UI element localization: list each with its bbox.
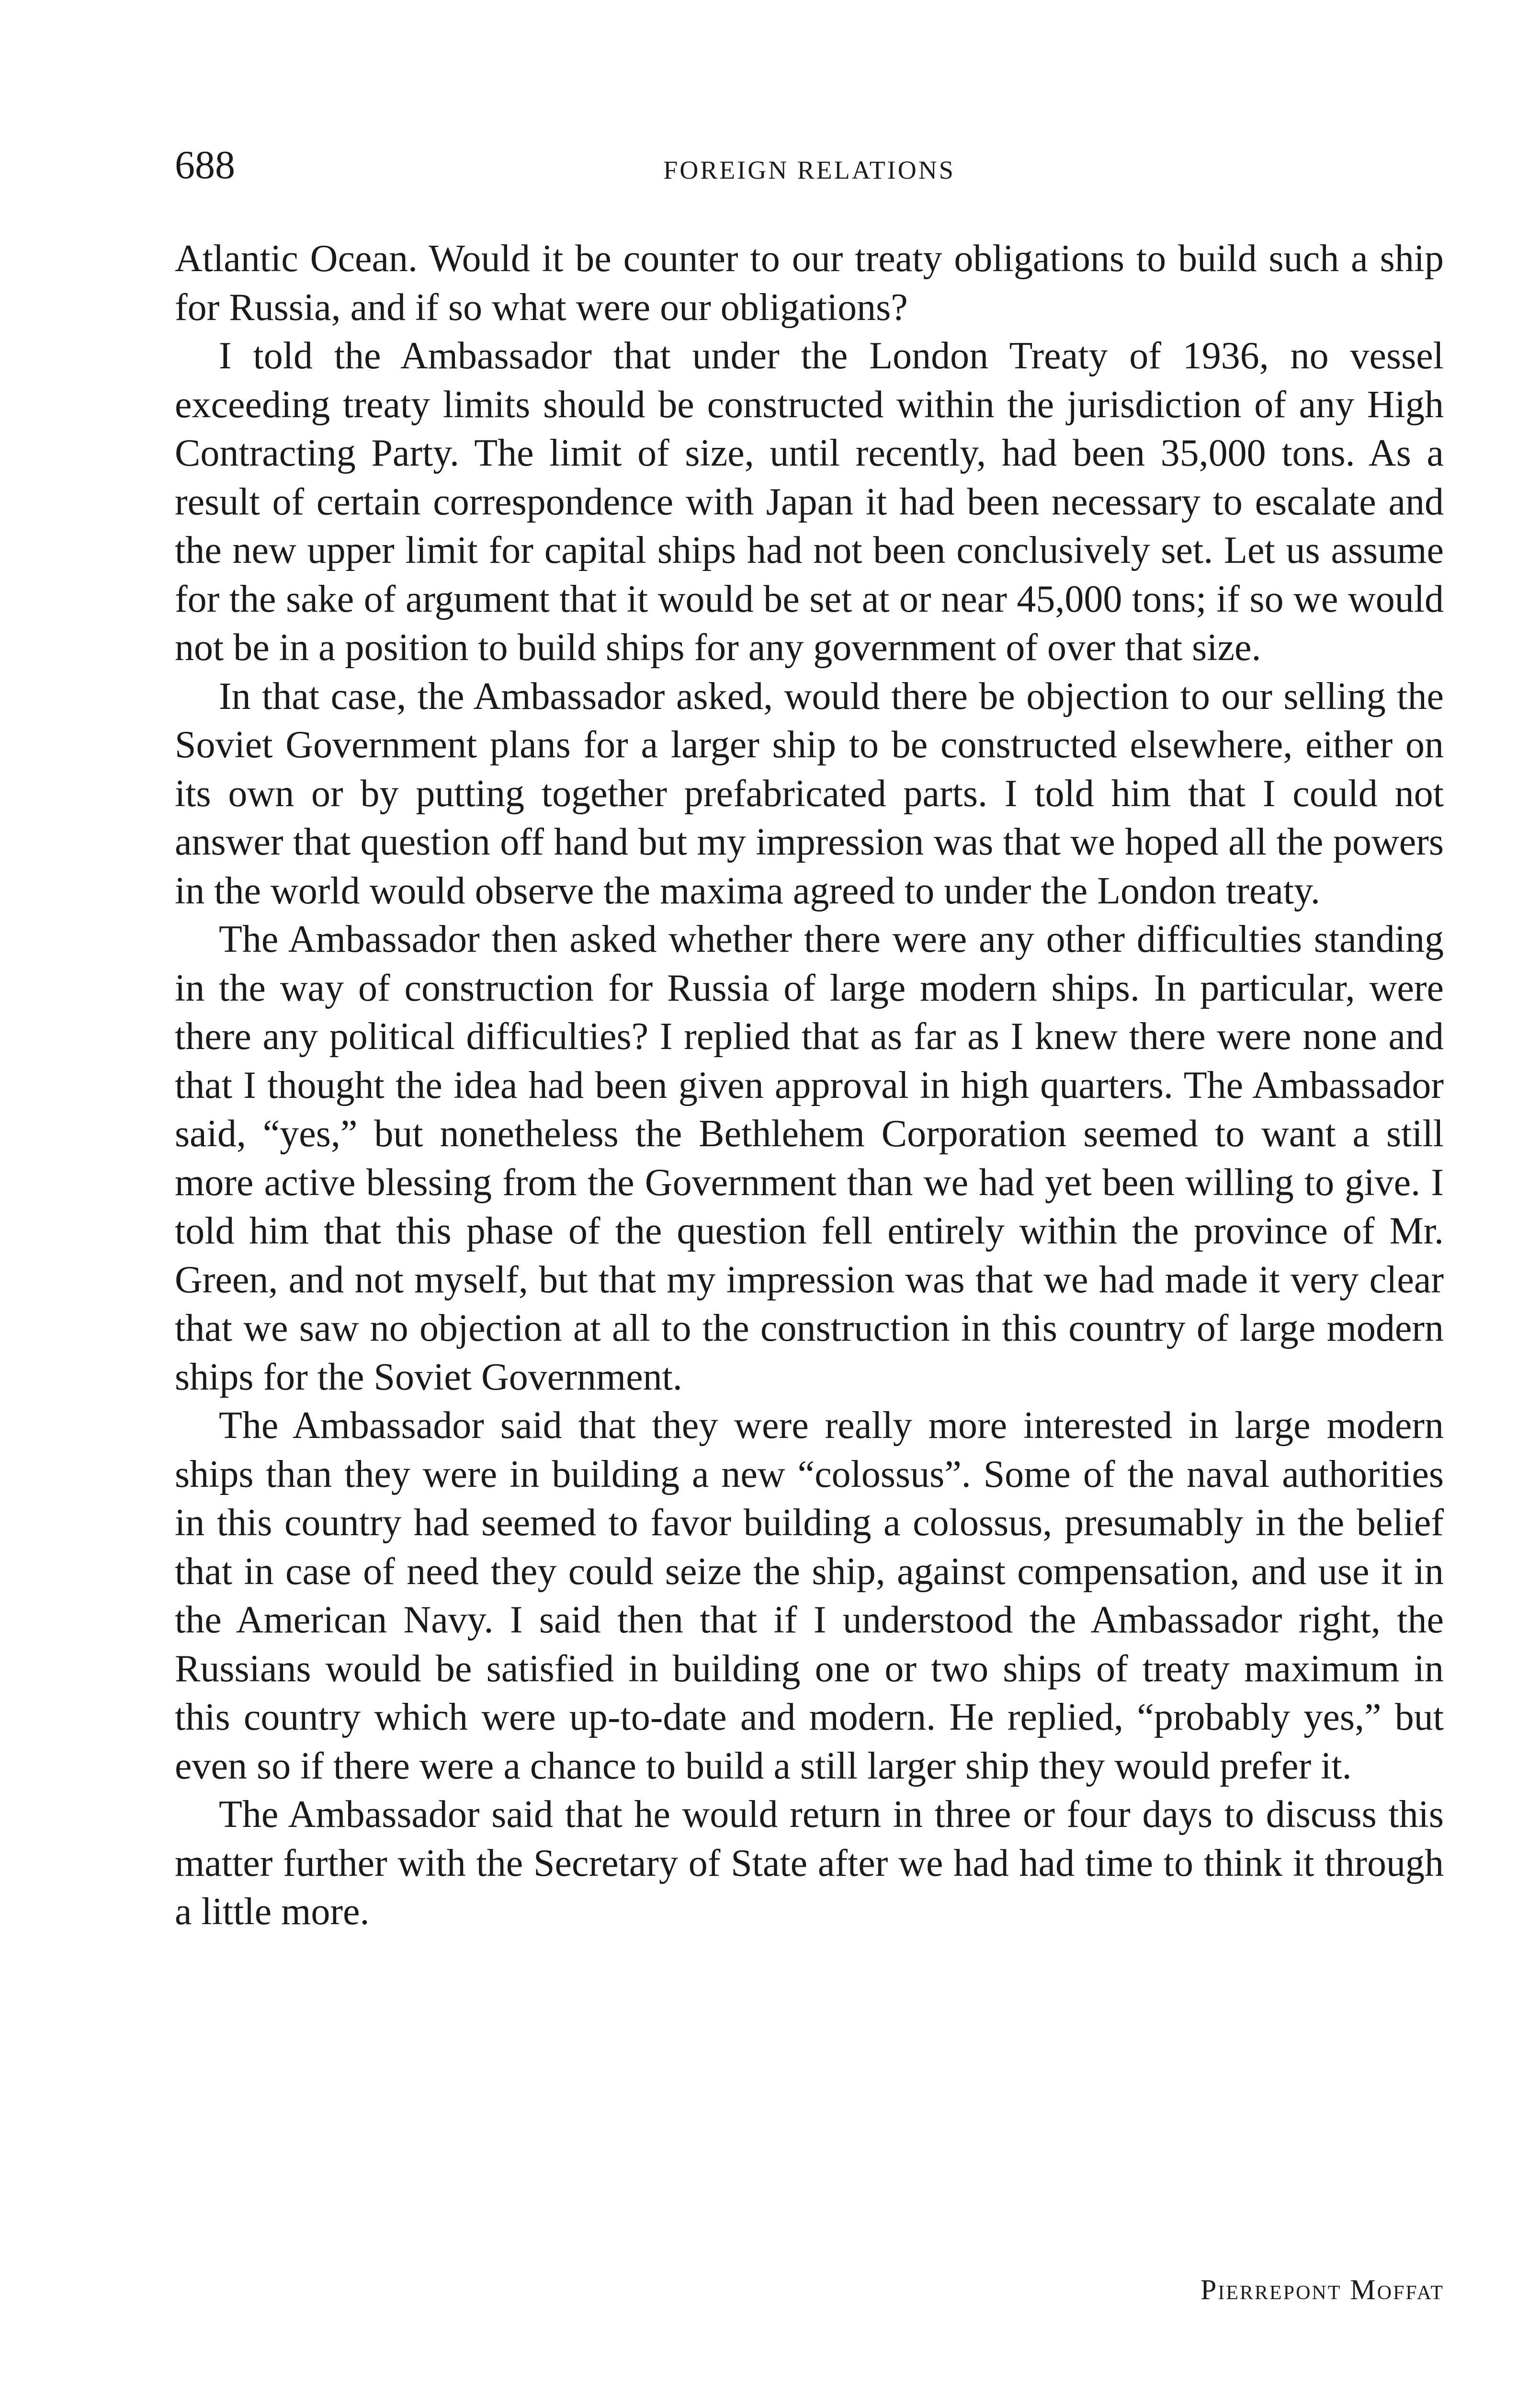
page-header (175, 139, 1444, 192)
signature: Pierrepont Moffat (1200, 2274, 1444, 2305)
paragraph-london-treaty: I told the Ambassador that under the London Treaty of 1936, no vessel exceeding treaty limits should be constructed within the jurisdiction of any High Contracting Party. The limit of size, until recently, had been 35,000 tons. As a result of certain correspondence with Japan it had been necessary to escalate and the new upper limit for capital ships had not been conclusively set. Let us assume for the sake of argument that it would be set at or near 45,000 tons; if so we would not be in a position to build ships for any government of over that size. (175, 335, 1444, 669)
paragraph-colossus: The Ambassador said that they were really more interested in large modern ships than they were in building a new “colossus”. Some of the naval authorities in this country had seemed to favor building a colossus, presumably in the belief that in case of need they could seize the ship, against compensation, and use it in the American Navy. I said then that if I understood the Ambassador right, the Russians would be satisfied in building one or two ships of treaty maximum in this country which were up-to-date and modern. He replied, “probably yes,” but even so if there were a chance to build a still larger ship they would prefer it. (175, 1404, 1444, 1787)
body-text (175, 235, 1444, 1937)
page-number: 688 (175, 143, 235, 187)
paragraph-difficulties: The Ambassador then asked whether there were any other difficulties standing in the way of construction for Russia of large modern ships. In particular, were there any political difficulties? I replied that as far as I knew there were none and that I thought the idea had been given approval in high quarters. The Ambassador said, “yes,” but nonetheless the Bethlehem Corporation seemed to want a still more active blessing from the Government than we had yet been willing to give. I told him that this phase of the question fell entirely within the province of Mr. Green, and not myself, but that my impression was that we had made it very clear that we saw no objection at all to the construction in this country of large modern ships for the Soviet Government. (175, 918, 1444, 1398)
paragraph-continuation: Atlantic Ocean. Would it be counter to our treaty obligations to build such a ship for Russia, and if so what were our obligations? (175, 238, 1444, 329)
paragraph-selling-plans: In that case, the Ambassador asked, would there be objection to our selling the Soviet Government plans for a larger ship to be constructed elsewhere, either on its own or by putting together prefabricated parts. I told him that I could not answer that question off hand but my impression was that we hoped all the powers in the world would observe the maxima agreed to under the London treaty. (175, 675, 1444, 912)
paragraph-return: The Ambassador said that he would return in three or four days to discuss this matter further with the Secretary of State after we had had time to think it through a little more. (175, 1793, 1444, 1933)
running-head: FOREIGN RELATIONS (663, 156, 955, 184)
